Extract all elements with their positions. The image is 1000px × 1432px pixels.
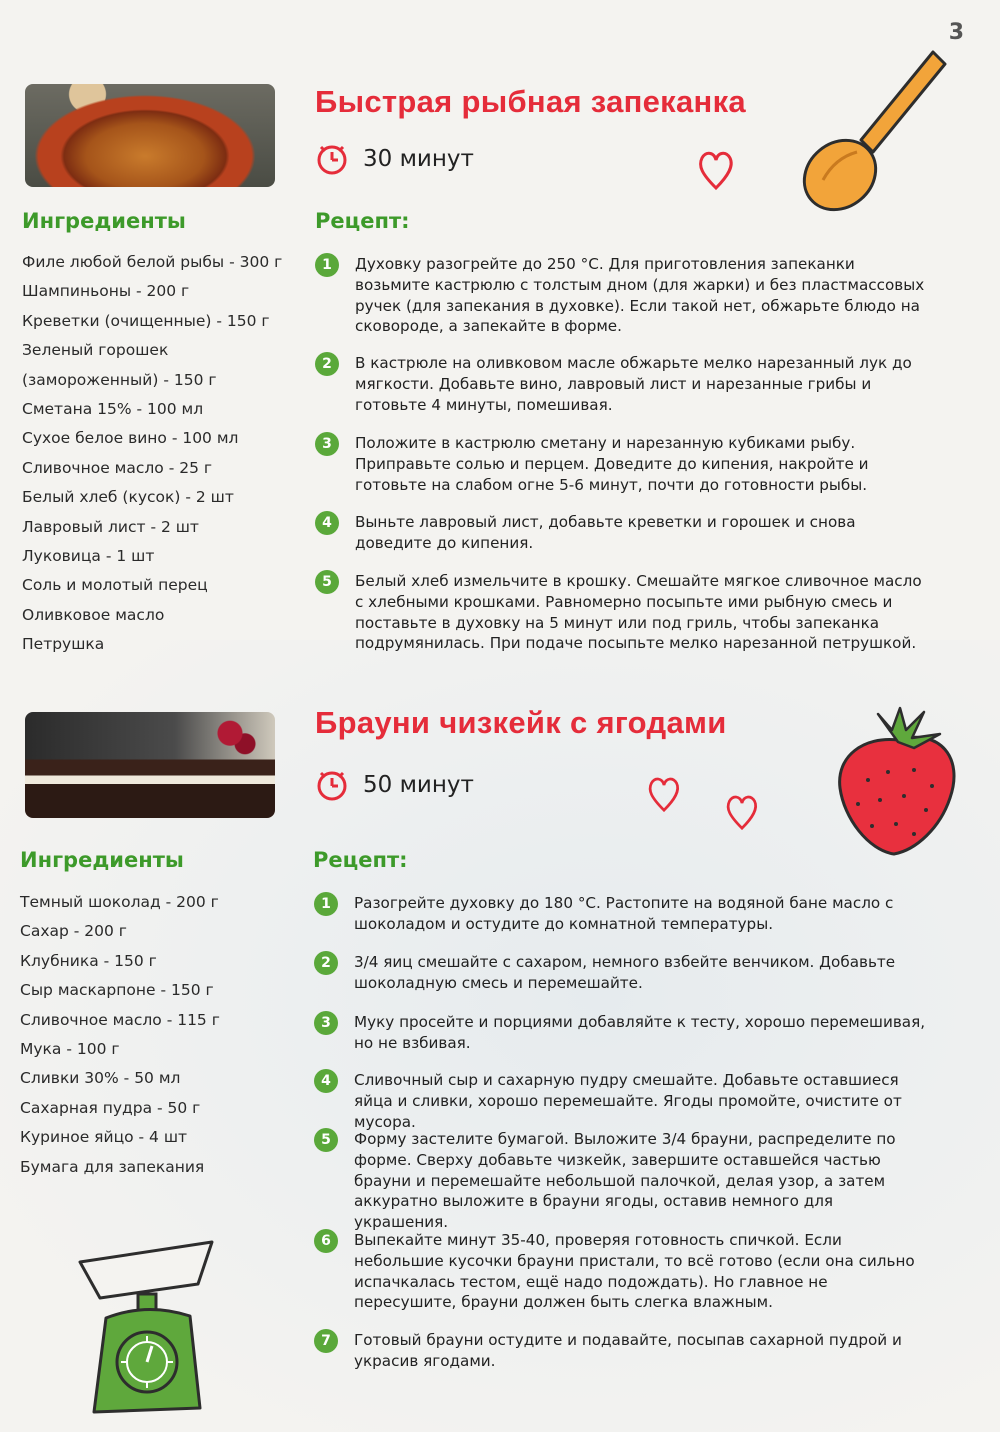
ingredient-item: Лавровый лист - 2 шт (22, 517, 199, 536)
ingredient-item: Зеленый горошек (22, 341, 169, 360)
ingredient-item: Сухое белое вино - 100 мл (22, 429, 239, 448)
ingredient-item: Сметана 15% - 100 мл (22, 399, 204, 418)
ingredient-item: (замороженный) - 150 г (22, 370, 217, 389)
strawberry-icon (828, 700, 968, 860)
fish-casserole-photo (25, 84, 275, 187)
ingredient-item: Креветки (очищенные) - 150 г (22, 311, 270, 330)
ingredient-item: Петрушка (22, 635, 105, 654)
cooking-time (315, 142, 474, 176)
ingredient-item: Филе любой белой рыбы - 300 г (22, 253, 283, 271)
ingredient-item: Оливковое масло (22, 605, 165, 624)
clock-icon (315, 768, 349, 802)
step-text: Выньте лавровый лист, добавьте креветки и горошек и снова доведите до кипения. (355, 513, 856, 552)
step-number-badge: 6 (314, 1229, 338, 1253)
spoon-icon (795, 40, 955, 215)
step-number-badge: 1 (314, 892, 338, 916)
step-text: 3/4 яиц смешайте с сахаром, немного взбейте венчиком. Добавьте шоколадную смесь и перемешайте. (354, 953, 896, 992)
ingredients-heading: Ингредиенты (22, 209, 186, 233)
step-text: Сливочный сыр и сахарную пудру смешайте. Добавьте оставшиеся яйца и сливки, хорошо перемешайте. Ягоды промойте, очистите от мусора. (354, 1071, 902, 1131)
step-text: Духовку разогрейте до 250 °С. Для приготовления запеканки возьмите кастрюлю с толстым дном (для жарки) и без пластмассовых ручек (для запекания в духовке). Если такой нет, обжарьте блюдо на сковороде, а запекайте в форме. (355, 255, 925, 336)
step-text: Муку просейте и порциями добавляйте к тесту, хорошо перемешивая, но не взбивая. (354, 1013, 926, 1052)
ingredient-item: Бумага для запекания (20, 1157, 205, 1176)
ingredient-item: Сахарная пудра - 50 г (20, 1098, 201, 1117)
step-number-badge: 5 (314, 1128, 338, 1152)
step-text: Готовый брауни остудите и подавайте, посыпав сахарной пудрой и украсив ягодами. (354, 1331, 902, 1370)
ingredients-list (20, 888, 220, 1182)
heart-icon (724, 792, 760, 832)
ingredient-item: Сахар - 200 г (20, 922, 127, 941)
step-number-badge: 4 (314, 1069, 338, 1093)
step-text: Разогрейте духовку до 180 °С. Растопите на водяной бане масло с шоколадом и остудите до комнатной температуры. (354, 894, 894, 933)
recipe-title: Брауни чизкейк с ягодами (315, 705, 727, 740)
brownie-cheesecake-photo (25, 712, 275, 818)
cooking-time (315, 768, 474, 802)
step-number-badge: 7 (314, 1329, 338, 1353)
step-text: Форму застелите бумагой. Выложите 3/4 брауни, распределите по форме. Сверху добавьте чизкейк, завершите оставшейся частью брауни и перемешайте небольшой палочкой, делая узор, а затем аккуратно выложите в брауни ягоды, оставив немного для украшения. (354, 1130, 896, 1232)
ingredients-list (22, 248, 282, 659)
ingredient-item: Сливочное масло - 25 г (22, 458, 213, 477)
step-text: Положите в кастрюлю сметану и нарезанную кубиками рыбу. Приправьте солью и перцем. Доведите до кипения, накройте и готовьте на слабом огне 5-6 минут, почти до готовности рыбы. (355, 434, 869, 494)
heart-icon (696, 148, 736, 192)
page-number: 3 (948, 20, 964, 45)
step-number-badge: 2 (314, 951, 338, 975)
step-number-badge: 1 (315, 253, 339, 277)
ingredient-item: Клубника - 150 г (20, 951, 157, 970)
step-number-badge: 3 (315, 432, 339, 456)
ingredient-item: Мука - 100 г (20, 1039, 120, 1058)
step-number-badge: 2 (315, 352, 339, 376)
clock-icon (315, 142, 349, 176)
ingredient-item: Сыр маскарпоне - 150 г (20, 981, 214, 1000)
ingredient-item: Белый хлеб (кусок) - 2 шт (22, 488, 234, 507)
step-number-badge: 3 (314, 1011, 338, 1035)
recipe-heading: Рецепт: (315, 209, 410, 233)
time-text: 50 минут (363, 772, 474, 798)
ingredient-item: Сливочное масло - 115 г (20, 1010, 220, 1029)
step-number-badge: 5 (315, 570, 339, 594)
kitchen-scale-icon (72, 1222, 222, 1422)
recipe-title: Быстрая рыбная запеканка (315, 84, 746, 119)
recipe-heading: Рецепт: (313, 848, 408, 872)
step-text: В кастрюле на оливковом масле обжарьте мелко нарезанный лук до мягкости. Добавьте вино, лавровый лист и нарезанные грибы и готовьте 4 минуты, помешивая. (355, 354, 912, 414)
step-text: Выпекайте минут 35-40, проверяя готовность спичкой. Если небольшие кусочки брауни пристали, то всё готово (если она сильно испачкалась тестом, ещё надо подождать). Но главное не пересушите, брауни должен быть слегка влажным. (354, 1231, 915, 1312)
step-number-badge: 4 (315, 511, 339, 535)
time-text: 30 минут (363, 146, 474, 172)
heart-icon (646, 774, 682, 814)
ingredient-item: Сливки 30% - 50 мл (20, 1069, 181, 1088)
ingredient-item: Шампиньоны - 200 г (22, 282, 190, 301)
ingredient-item: Соль и молотый перец (22, 576, 208, 595)
step-text: Белый хлеб измельчите в крошку. Смешайте мягкое сливочное масло с хлебными крошками. Равномерно посыпьте ими рыбную смесь и поставьте в духовку на 5 минут или под гриль, чтобы запеканка подрумянилась. При подаче посыпьте мелко нарезанной петрушкой. (355, 572, 922, 653)
ingredient-item: Куриное яйцо - 4 шт (20, 1128, 188, 1147)
ingredients-heading: Ингредиенты (20, 848, 184, 872)
ingredient-item: Луковица - 1 шт (22, 546, 155, 565)
ingredient-item: Темный шоколад - 200 г (20, 893, 219, 911)
